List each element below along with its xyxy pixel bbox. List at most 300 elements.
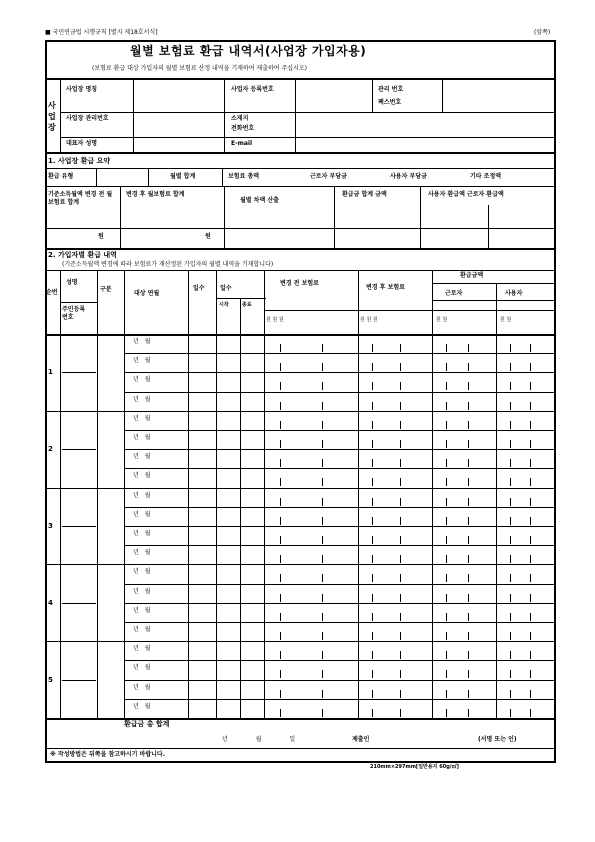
rule: [148, 168, 149, 186]
rule: [442, 80, 443, 112]
column-header-employer: 사용자: [505, 290, 523, 297]
cell-divider: [446, 594, 447, 602]
workplace-side-label: 사업장: [48, 101, 56, 132]
rule: [133, 80, 134, 152]
cell-divider: [446, 709, 447, 717]
cell-divider: [446, 344, 447, 352]
rule: [264, 270, 265, 718]
column-header-type: 구분: [100, 286, 112, 293]
month-cell: 년 월: [133, 453, 153, 461]
month-cell: 년 월: [133, 549, 153, 557]
rule: [124, 545, 556, 546]
cell-divider: [468, 651, 469, 659]
cell-divider: [280, 632, 281, 640]
cell-divider: [468, 574, 469, 582]
cell-divider: [530, 690, 531, 698]
cell-divider: [280, 459, 281, 467]
summary-header-cell: 사용자 부담금: [390, 173, 427, 180]
cell-divider: [372, 670, 373, 678]
rule: [124, 392, 556, 393]
cell-divider: [530, 402, 531, 410]
cell-divider: [446, 670, 447, 678]
cell-divider: [468, 536, 469, 544]
cell-divider: [530, 709, 531, 717]
cell-divider: [530, 382, 531, 390]
rule: [62, 449, 96, 450]
column-header-after: 변경 후 보험료: [366, 284, 405, 291]
rule: [124, 680, 556, 681]
cell-divider: [468, 613, 469, 621]
cell-divider: [322, 421, 323, 429]
paper-spec: 210mm×297mm[일반용지 60g/㎡]: [370, 764, 459, 770]
cell-divider: [280, 670, 281, 678]
cell-divider: [446, 498, 447, 506]
cell-divider: [468, 440, 469, 448]
column-header-refund: 환급금액: [460, 272, 484, 279]
cell-divider: [322, 402, 323, 410]
rule: [216, 298, 266, 299]
rule: [45, 228, 556, 229]
rule: [488, 205, 489, 248]
rule: [45, 248, 556, 250]
month-cell: 년 월: [133, 645, 153, 653]
rule: [45, 152, 556, 154]
column-unit: 원 원 원: [266, 317, 284, 323]
month-cell: 년 월: [133, 606, 153, 614]
rule: [60, 137, 556, 138]
cell-divider: [468, 344, 469, 352]
rule: [45, 186, 556, 187]
cell-divider: [322, 690, 323, 698]
cell-divider: [510, 517, 511, 525]
cell-divider: [446, 536, 447, 544]
rule: [124, 526, 556, 527]
column-header-regno: 주민등록 번호: [62, 306, 86, 321]
cell-divider: [468, 421, 469, 429]
cell-divider: [280, 517, 281, 525]
summary-header-cell: 기준소득월액 변경 전 월보험료 합계: [48, 191, 113, 206]
cell-divider: [400, 651, 401, 659]
cell-divider: [530, 594, 531, 602]
month-cell: 년 월: [133, 376, 153, 384]
rule: [188, 270, 189, 718]
cell-divider: [280, 402, 281, 410]
column-header-month: 대상 연월: [134, 290, 160, 297]
cell-divider: [372, 594, 373, 602]
cell-divider: [530, 574, 531, 582]
cell-divider: [322, 613, 323, 621]
summary-header-cell: 월별 차액 산출: [240, 197, 279, 204]
cell-divider: [280, 690, 281, 698]
cell-divider: [400, 498, 401, 506]
footer-note: ※ 작성방법은 뒤쪽을 참고하시기 바랍니다.: [50, 751, 166, 758]
cell-divider: [322, 536, 323, 544]
rule: [124, 468, 556, 469]
cell-divider: [510, 440, 511, 448]
cell-divider: [530, 363, 531, 371]
rule: [96, 168, 97, 186]
rule: [496, 283, 497, 718]
cell-divider: [468, 670, 469, 678]
summary-header-cell: 변경 후 월보험료 합계: [126, 191, 185, 198]
cell-divider: [510, 382, 511, 390]
month-cell: 년 월: [133, 702, 153, 710]
rule: [60, 112, 556, 113]
cell-divider: [468, 690, 469, 698]
rule: [45, 641, 556, 642]
management-number-label: 관리 번호: [378, 86, 404, 93]
rule: [124, 449, 556, 450]
phone-label: 전화번호: [231, 125, 255, 132]
cell-divider: [510, 690, 511, 698]
cell-divider: [510, 536, 511, 544]
cell-divider: [530, 459, 531, 467]
submit-date: 년 월 일: [222, 736, 296, 743]
cell-divider: [372, 709, 373, 717]
rule: [420, 186, 421, 248]
column-header-days: 일수: [193, 285, 205, 292]
email-label: E-mail: [231, 140, 253, 147]
cell-divider: [510, 402, 511, 410]
cell-divider: [530, 632, 531, 640]
cell-divider: [280, 613, 281, 621]
workplace-number-label: 사업장 관리번호: [66, 115, 109, 122]
cell-divider: [446, 632, 447, 640]
cell-divider: [322, 574, 323, 582]
cell-divider: [400, 478, 401, 486]
rule: [60, 80, 61, 152]
cell-divider: [372, 651, 373, 659]
cell-divider: [510, 574, 511, 582]
cell-divider: [322, 459, 323, 467]
cell-divider: [468, 459, 469, 467]
cell-divider: [446, 574, 447, 582]
cell-divider: [468, 594, 469, 602]
workplace-name-label: 사업장 명칭: [66, 86, 98, 93]
group-number: 5: [48, 675, 53, 684]
cell-divider: [400, 574, 401, 582]
rule: [124, 372, 556, 373]
cell-divider: [372, 517, 373, 525]
column-header-period: 일수: [220, 285, 232, 292]
month-cell: 년 월: [133, 568, 153, 576]
cell-divider: [468, 363, 469, 371]
cell-divider: [322, 498, 323, 506]
cell-divider: [322, 651, 323, 659]
cell-divider: [400, 382, 401, 390]
cell-divider: [372, 402, 373, 410]
cell-divider: [372, 478, 373, 486]
rule: [45, 334, 556, 336]
cell-divider: [400, 459, 401, 467]
month-cell: 년 월: [133, 395, 153, 403]
cell-divider: [372, 498, 373, 506]
total-label: 환급금 총 합계: [124, 720, 170, 728]
cell-divider: [372, 690, 373, 698]
rule: [432, 300, 556, 301]
cell-divider: [322, 363, 323, 371]
month-cell: 년 월: [133, 338, 153, 345]
cell-divider: [530, 478, 531, 486]
rule: [45, 168, 556, 169]
rule: [124, 603, 556, 604]
cell-divider: [446, 651, 447, 659]
cell-divider: [510, 555, 511, 563]
summary-section-title: 1. 사업장 환급 요약: [48, 157, 111, 165]
cell-divider: [280, 440, 281, 448]
group-number: 2: [48, 445, 53, 454]
cell-divider: [322, 478, 323, 486]
summary-header-cell: 환급 유형: [48, 173, 74, 180]
cell-divider: [280, 498, 281, 506]
group-number: 1: [48, 368, 53, 377]
cell-divider: [400, 613, 401, 621]
month-cell: 년 월: [133, 683, 153, 691]
signature-label: (서명 또는 인): [478, 736, 517, 743]
group-number: 3: [48, 522, 53, 530]
rule: [97, 270, 98, 718]
month-cell: 년 월: [133, 510, 153, 518]
cell-divider: [400, 363, 401, 371]
summary-unit: 원: [98, 233, 104, 240]
cell-divider: [400, 536, 401, 544]
cell-divider: [510, 421, 511, 429]
cell-divider: [372, 613, 373, 621]
cell-divider: [400, 421, 401, 429]
cell-divider: [280, 478, 281, 486]
cell-divider: [510, 344, 511, 352]
column-header-start: 시작: [219, 302, 229, 308]
rule: [45, 270, 556, 271]
cell-divider: [510, 709, 511, 717]
summary-header-cell: 사용자 환급액 근로자 환급액: [428, 191, 504, 198]
cell-divider: [468, 709, 469, 717]
column-header-before: 변경 전 보험료: [280, 280, 319, 287]
month-cell: 년 월: [133, 664, 153, 672]
cell-divider: [280, 574, 281, 582]
cell-divider: [468, 632, 469, 640]
rule: [240, 298, 241, 718]
rule: [358, 270, 359, 718]
rule: [62, 680, 96, 681]
cell-divider: [322, 709, 323, 717]
cell-divider: [322, 632, 323, 640]
cell-divider: [280, 651, 281, 659]
cell-divider: [322, 555, 323, 563]
rule: [60, 302, 97, 303]
rule: [124, 584, 556, 585]
cell-divider: [322, 594, 323, 602]
cell-divider: [400, 402, 401, 410]
rule: [124, 622, 556, 623]
cell-divider: [372, 363, 373, 371]
rule: [45, 748, 556, 749]
cell-divider: [530, 555, 531, 563]
cell-divider: [446, 382, 447, 390]
cell-divider: [400, 440, 401, 448]
cell-divider: [400, 594, 401, 602]
column-unit: 원 원: [436, 317, 448, 323]
cell-divider: [510, 651, 511, 659]
cell-divider: [468, 517, 469, 525]
cell-divider: [468, 382, 469, 390]
rule: [334, 186, 335, 248]
rule: [45, 564, 556, 565]
summary-unit: 원: [205, 233, 211, 240]
rule: [295, 80, 296, 152]
rule: [45, 411, 556, 412]
cell-divider: [280, 421, 281, 429]
cell-divider: [530, 536, 531, 544]
cell-divider: [322, 517, 323, 525]
cell-divider: [510, 613, 511, 621]
cell-divider: [372, 344, 373, 352]
cell-divider: [372, 555, 373, 563]
cell-divider: [446, 613, 447, 621]
rule: [216, 270, 217, 718]
page-side-label: (앞쪽): [534, 29, 551, 36]
cell-divider: [510, 459, 511, 467]
month-cell: 년 월: [133, 587, 153, 595]
rule: [432, 270, 433, 718]
month-cell: 년 월: [133, 491, 153, 499]
cell-divider: [400, 555, 401, 563]
column-header-worker: 근로자: [445, 290, 463, 297]
cell-divider: [322, 344, 323, 352]
rule: [124, 699, 556, 700]
cell-divider: [372, 382, 373, 390]
detail-note: (기준소득월액 변경에 따라 보험료가 재산정된 가입자의 월별 내역을 기재합니다): [62, 261, 274, 268]
rule: [120, 186, 121, 248]
cell-divider: [446, 440, 447, 448]
summary-header-cell: 월별 합계: [170, 173, 196, 180]
cell-divider: [400, 517, 401, 525]
cell-divider: [280, 555, 281, 563]
rule: [372, 80, 373, 112]
form-frame: [45, 40, 556, 763]
form-reference: ■ 국민연금법 시행규칙 [별지 제18호서식]: [45, 29, 158, 36]
cell-divider: [372, 421, 373, 429]
rule: [224, 186, 225, 248]
cell-divider: [280, 709, 281, 717]
rule: [264, 310, 556, 311]
form-title: 월별 보험료 환급 내역서(사업장 가입자용): [130, 44, 367, 58]
cell-divider: [446, 459, 447, 467]
cell-divider: [530, 440, 531, 448]
form-subtitle: (보험료 환급 대상 가입자의 월별 보험료 산정 내역을 기재하여 제출하여 주십시오): [92, 65, 308, 72]
cell-divider: [530, 613, 531, 621]
cell-divider: [468, 478, 469, 486]
cell-divider: [400, 632, 401, 640]
rule: [45, 488, 556, 489]
cell-divider: [280, 594, 281, 602]
cell-divider: [446, 478, 447, 486]
rule: [124, 270, 125, 718]
cell-divider: [510, 498, 511, 506]
cell-divider: [510, 670, 511, 678]
rule: [124, 660, 556, 661]
month-cell: 년 월: [133, 414, 153, 422]
cell-divider: [446, 363, 447, 371]
cell-divider: [280, 382, 281, 390]
rule: [62, 603, 96, 604]
rule: [124, 353, 556, 354]
cell-divider: [510, 363, 511, 371]
cell-divider: [468, 555, 469, 563]
group-number: 4: [48, 598, 53, 607]
cell-divider: [446, 402, 447, 410]
cell-divider: [400, 690, 401, 698]
cell-divider: [446, 421, 447, 429]
cell-divider: [372, 536, 373, 544]
cell-divider: [372, 574, 373, 582]
submitter-label: 제출인: [352, 736, 370, 743]
rule: [45, 78, 556, 80]
cell-divider: [530, 421, 531, 429]
cell-divider: [322, 440, 323, 448]
month-cell: 년 월: [133, 357, 153, 365]
cell-divider: [530, 651, 531, 659]
month-cell: 년 월: [133, 434, 153, 441]
summary-header-cell: 기타 조정액: [470, 173, 502, 180]
rule: [62, 372, 96, 373]
month-cell: 년 월: [133, 626, 153, 633]
cell-divider: [510, 594, 511, 602]
column-unit: 원 원 원: [360, 317, 378, 323]
cell-divider: [446, 517, 447, 525]
fax-label: 팩스번호: [378, 99, 402, 106]
cell-divider: [510, 632, 511, 640]
rule: [432, 283, 556, 284]
column-header-seq: 순번: [46, 289, 58, 296]
cell-divider: [372, 440, 373, 448]
cell-divider: [400, 709, 401, 717]
cell-divider: [280, 344, 281, 352]
rule: [222, 168, 223, 186]
cell-divider: [372, 632, 373, 640]
cell-divider: [280, 536, 281, 544]
cell-divider: [530, 517, 531, 525]
rule: [124, 430, 556, 431]
cell-divider: [510, 478, 511, 486]
summary-header-cell: 근로자 부담금: [310, 173, 347, 180]
month-cell: 년 월: [133, 472, 153, 480]
column-header-name: 성명: [66, 279, 78, 286]
rule: [45, 718, 556, 720]
cell-divider: [446, 555, 447, 563]
cell-divider: [530, 344, 531, 352]
cell-divider: [446, 690, 447, 698]
rule: [124, 507, 556, 508]
summary-header-cell: 환급금 합계 금액: [342, 191, 387, 198]
business-regno-label: 사업자 등록번호: [231, 86, 274, 93]
address-label: 소재지: [231, 115, 249, 122]
cell-divider: [322, 670, 323, 678]
cell-divider: [530, 670, 531, 678]
cell-divider: [322, 382, 323, 390]
cell-divider: [530, 498, 531, 506]
rule: [224, 80, 225, 152]
column-header-end: 종료: [242, 302, 252, 308]
cell-divider: [280, 363, 281, 371]
cell-divider: [400, 344, 401, 352]
column-unit: 원 원: [500, 317, 512, 323]
month-cell: 년 월: [133, 530, 153, 537]
rule: [62, 526, 96, 527]
cell-divider: [400, 670, 401, 678]
summary-header-cell: 보험료 총액: [228, 173, 260, 180]
cell-divider: [468, 498, 469, 506]
